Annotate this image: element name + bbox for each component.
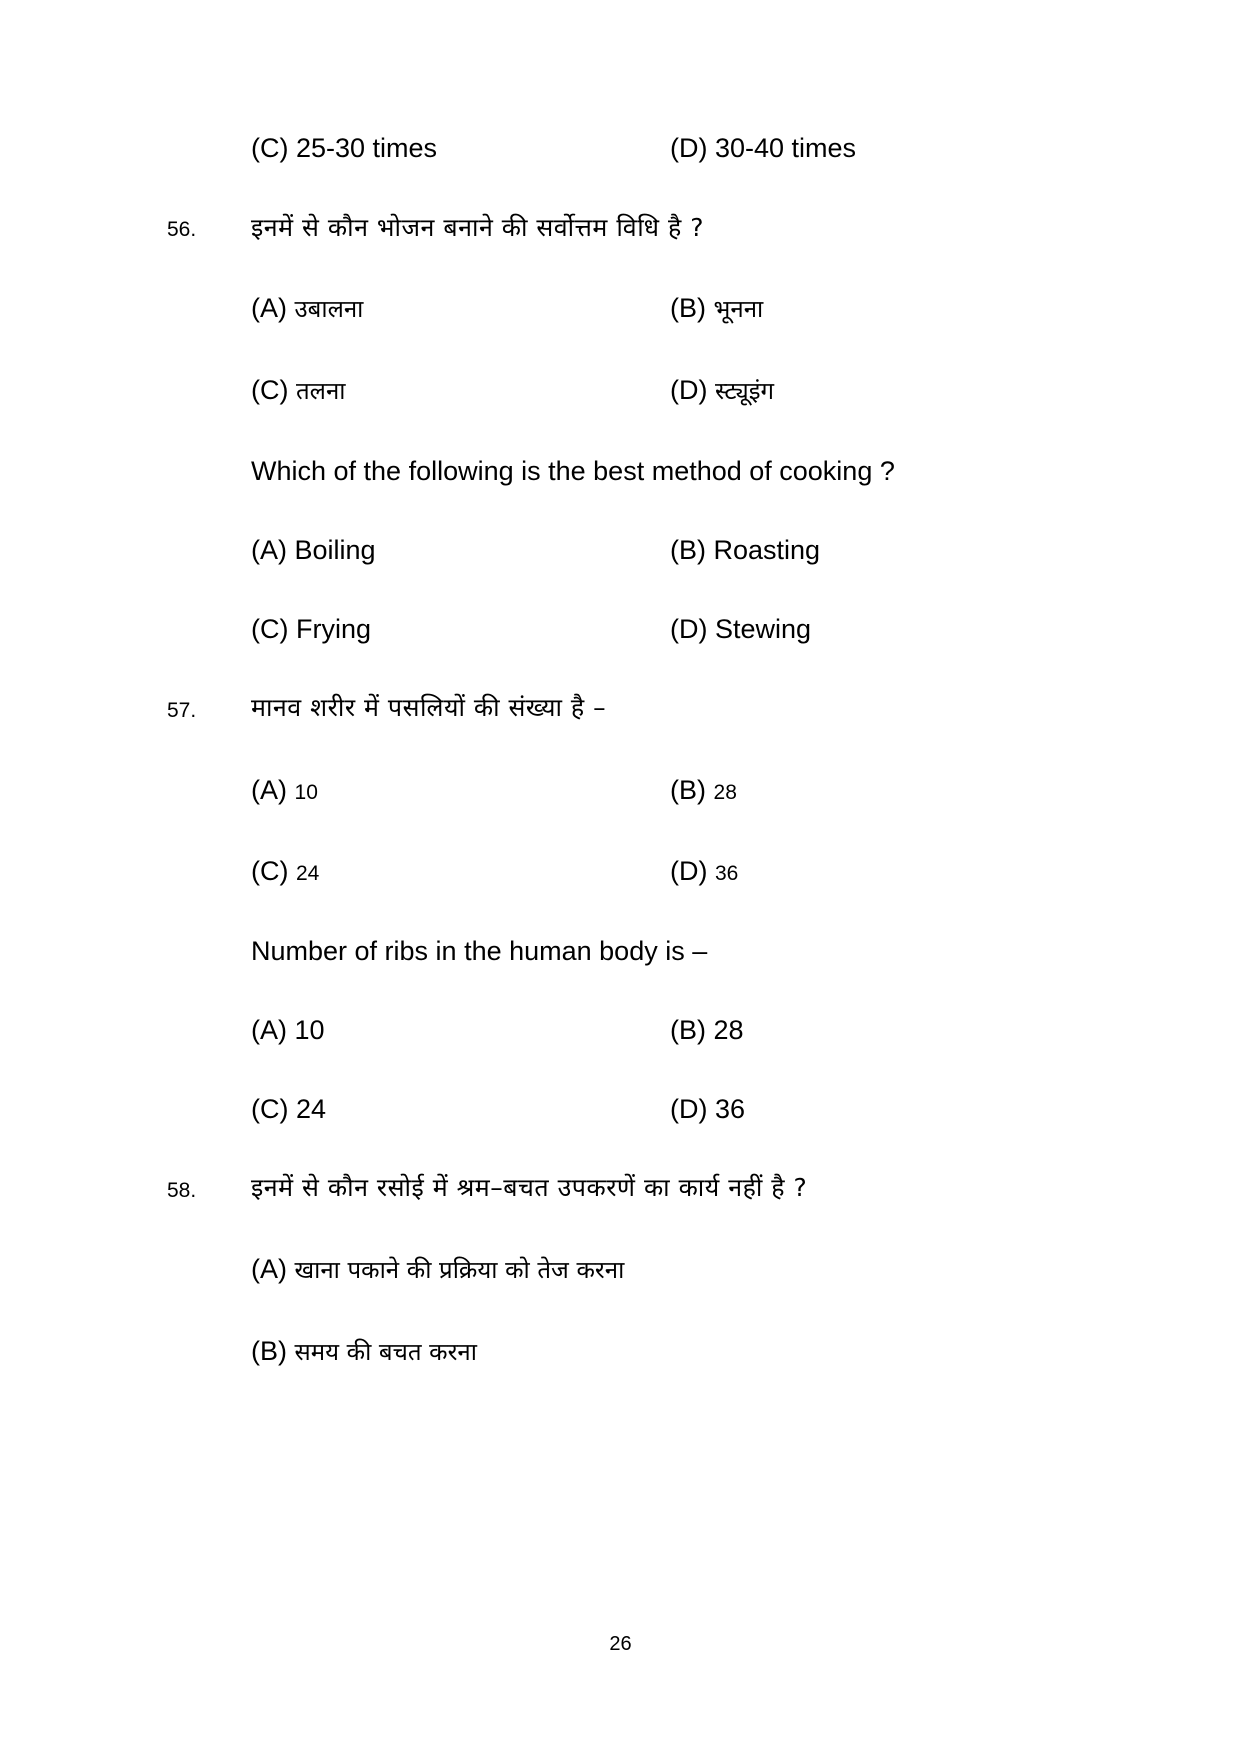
- q55-option-d: (D) 30-40 times: [670, 133, 857, 163]
- q58-hi-option-a: [251, 1253, 624, 1286]
- question-58-hindi: इनमें से कौन रसोई में श्रम–बचत उपकरणें का कार्य नहीं है ?: [251, 1173, 808, 1202]
- page-number: 26: [609, 1633, 632, 1655]
- option-text: समय की बचत करना: [294, 1338, 477, 1366]
- option-label: (C): [251, 375, 289, 405]
- question-number-57: 57.: [167, 699, 197, 722]
- option-label: (D): [670, 856, 708, 886]
- option-text: 36: [715, 862, 739, 885]
- question-57-english: Number of ribs in the human body is –: [251, 936, 708, 966]
- q57-en-option-d: (D) 36: [670, 1094, 746, 1124]
- option-label: (D): [670, 375, 708, 405]
- option-label: (B): [670, 293, 706, 323]
- option-label: (A): [251, 775, 287, 805]
- option-text: उबालना: [294, 295, 364, 323]
- question-57-hindi: मानव शरीर में पसलियों की संख्या है –: [251, 693, 607, 722]
- q57-hi-option-b: [670, 774, 737, 809]
- q57-en-option-a: (A) 10: [251, 1015, 325, 1045]
- option-text: 24: [296, 862, 320, 885]
- q56-en-option-b: (B) Roasting: [670, 535, 821, 565]
- option-label: (C): [251, 856, 289, 886]
- option-text: तलना: [296, 377, 346, 405]
- option-label: (A): [251, 293, 287, 323]
- q57-en-option-b: (B) 28: [670, 1015, 744, 1045]
- q57-hi-option-a: [251, 774, 318, 809]
- option-text: स्ट्यूइंग: [715, 377, 774, 405]
- q57-hi-option-c: [251, 855, 319, 890]
- question-56-english: Which of the following is the best method of cooking ?: [251, 456, 895, 486]
- question-56-hindi: इनमें से कौन भोजन बनाने की सर्वोत्तम विधि है ?: [251, 213, 704, 242]
- q56-hi-option-b: [670, 292, 763, 325]
- q55-option-c: (C) 25-30 times: [251, 133, 438, 163]
- question-number-58: 58.: [167, 1179, 197, 1202]
- q56-hi-option-d: [670, 374, 774, 407]
- q57-hi-option-d: [670, 855, 738, 890]
- q56-en-option-d: (D) Stewing: [670, 614, 812, 644]
- option-text: खाना पकाने की प्रक्रिया को तेज करना: [294, 1256, 625, 1284]
- q56-hi-option-c: [251, 374, 346, 407]
- option-text: भूनना: [713, 295, 764, 323]
- option-label: (B): [670, 775, 706, 805]
- q58-hi-option-b: [251, 1335, 477, 1368]
- question-number-56: 56.: [167, 218, 197, 241]
- q56-en-option-c: (C) Frying: [251, 614, 371, 644]
- q57-en-option-c: (C) 24: [251, 1094, 327, 1124]
- option-label: (B): [251, 1336, 287, 1366]
- q56-en-option-a: (A) Boiling: [251, 535, 376, 565]
- option-text: 10: [294, 781, 318, 804]
- option-text: 28: [713, 781, 737, 804]
- option-label: (A): [251, 1254, 287, 1284]
- q56-hi-option-a: [251, 292, 363, 325]
